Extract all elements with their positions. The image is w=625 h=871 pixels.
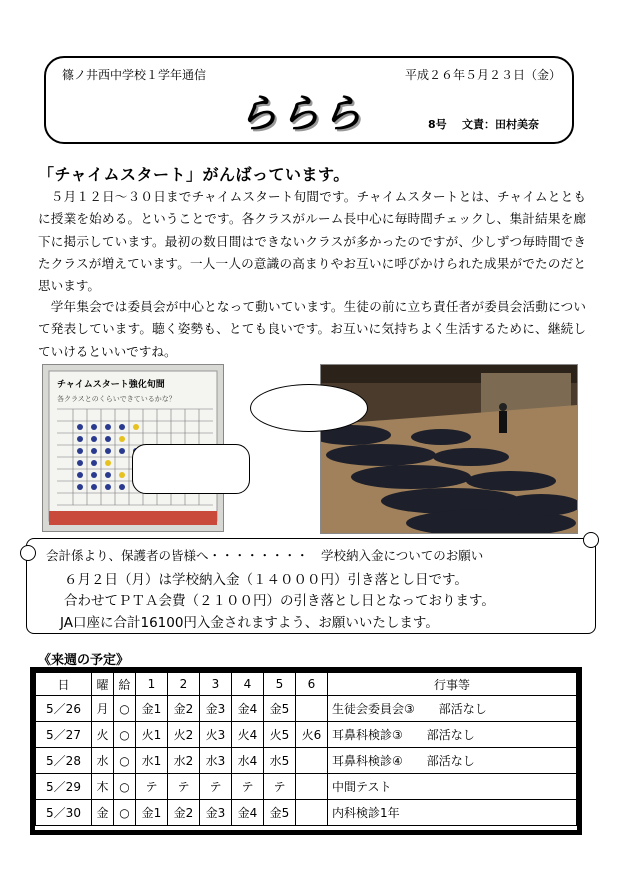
scroll-curl-icon bbox=[583, 532, 599, 548]
period-cell: 金3 bbox=[200, 800, 232, 826]
schedule-table bbox=[30, 667, 582, 835]
newsletter-title: ららら bbox=[238, 91, 364, 137]
weekday-cell: 火 bbox=[92, 722, 114, 748]
column-header: 曜 bbox=[92, 673, 114, 696]
period-cell: テ bbox=[168, 774, 200, 800]
period-cell: 火6 bbox=[296, 722, 328, 748]
period-cell: 火1 bbox=[136, 722, 168, 748]
period-cell bbox=[296, 800, 328, 826]
lunch-cell: ○ bbox=[114, 696, 136, 722]
event-primary: 中間テスト bbox=[332, 780, 392, 794]
period-cell bbox=[296, 774, 328, 800]
event-secondary: 部活なし bbox=[426, 754, 475, 768]
period-cell bbox=[296, 748, 328, 774]
table-row bbox=[36, 696, 577, 722]
article-paragraph: 学年集会では委員会が中心となって動いています。生徒の前に立ち責任者が委員会活動について発表しています。聴く姿勢も、とても良いです。お互いに気持ちよく生活するために、継続していけるといいですね。 bbox=[38, 299, 586, 359]
date-cell: 5／30 bbox=[36, 800, 92, 826]
notice-title: 会計係より、保護者の皆様へ・・・・・・・・ 学校納入金についてのお願い bbox=[46, 548, 484, 563]
issue-date: 平成２６年５月２３日（金） bbox=[405, 68, 562, 82]
column-header: 4 bbox=[232, 673, 264, 696]
poster-title: チャイムスタート強化旬間 bbox=[57, 380, 165, 390]
speech-bubble bbox=[132, 444, 250, 494]
period-cell: 金4 bbox=[232, 696, 264, 722]
scroll-curl-icon bbox=[20, 545, 36, 561]
table-row bbox=[36, 774, 577, 800]
event-primary: 耳鼻科検診④ bbox=[332, 754, 403, 768]
period-cell: 火2 bbox=[168, 722, 200, 748]
column-header: 6 bbox=[296, 673, 328, 696]
speech-bubble bbox=[250, 384, 368, 432]
period-cell: テ bbox=[200, 774, 232, 800]
lunch-cell: ○ bbox=[114, 800, 136, 826]
events-cell bbox=[328, 696, 577, 722]
events-cell bbox=[328, 748, 577, 774]
article-headline: 「チャイムスタート」がんばっています。 bbox=[38, 165, 350, 184]
period-cell: 火3 bbox=[200, 722, 232, 748]
event-secondary: 部活なし bbox=[426, 728, 475, 742]
period-cell: テ bbox=[264, 774, 296, 800]
period-cell: 水1 bbox=[136, 748, 168, 774]
lunch-cell: ○ bbox=[114, 748, 136, 774]
events-cell bbox=[328, 800, 577, 826]
school-name: 篠ノ井西中学校１学年通信 bbox=[62, 68, 207, 82]
date-cell: 5／29 bbox=[36, 774, 92, 800]
column-header: 給 bbox=[114, 673, 136, 696]
period-cell: テ bbox=[136, 774, 168, 800]
period-cell: 金1 bbox=[136, 696, 168, 722]
period-cell: 金2 bbox=[168, 696, 200, 722]
weekday-cell: 月 bbox=[92, 696, 114, 722]
column-header: 3 bbox=[200, 673, 232, 696]
date-cell: 5／27 bbox=[36, 722, 92, 748]
event-secondary: 部活なし bbox=[438, 702, 487, 716]
period-cell: 金5 bbox=[264, 800, 296, 826]
column-header: 行事等 bbox=[328, 673, 577, 696]
schedule-title: 《来週の予定》 bbox=[38, 653, 130, 668]
event-primary: 内科検診1年 bbox=[332, 806, 400, 820]
assembly-photo bbox=[320, 364, 578, 534]
column-header: 日 bbox=[36, 673, 92, 696]
period-cell: 金3 bbox=[200, 696, 232, 722]
column-header: 1 bbox=[136, 673, 168, 696]
weekday-cell: 水 bbox=[92, 748, 114, 774]
period-cell bbox=[296, 696, 328, 722]
author: 文責：田村美奈 bbox=[462, 118, 539, 131]
period-cell: 金2 bbox=[168, 800, 200, 826]
table-row bbox=[36, 800, 577, 826]
period-cell: 水3 bbox=[200, 748, 232, 774]
notice-line: 合わせてＰＴＡ会費（２１００円）の引き落とし日となっております。 bbox=[64, 593, 495, 609]
period-cell: 水4 bbox=[232, 748, 264, 774]
period-cell: 金1 bbox=[136, 800, 168, 826]
period-cell: 水5 bbox=[264, 748, 296, 774]
issue-number: 8号 bbox=[428, 118, 447, 131]
weekday-cell: 木 bbox=[92, 774, 114, 800]
lunch-cell: ○ bbox=[114, 722, 136, 748]
poster-subtitle: 各クラスとのくらいできているかな？ bbox=[57, 395, 176, 403]
weekday-cell: 金 bbox=[92, 800, 114, 826]
event-primary: 生徒会委員会③ bbox=[332, 702, 415, 716]
table-row bbox=[36, 722, 577, 748]
date-cell: 5／26 bbox=[36, 696, 92, 722]
date-cell: 5／28 bbox=[36, 748, 92, 774]
events-cell bbox=[328, 722, 577, 748]
events-cell bbox=[328, 774, 577, 800]
notice-line: JA口座に合計16100円入金されますよう、お願いいたします。 bbox=[60, 615, 439, 631]
period-cell: 火4 bbox=[232, 722, 264, 748]
column-header: 2 bbox=[168, 673, 200, 696]
article-paragraph: ５月１２日～３０日までチャイムスタート旬間です。チャイムスタートとは、チャイムとともに授業を始める。ということです。各クラスがルーム長中心に毎時間チェックし、集計結果を廊下に掲示しています。最初の数日間はできないクラスが多かったのですが、少しずつ毎時間できたクラスが増えています。一人一人の意識の高まりやお互いに呼びかけられた成果がでたのだと思います。 bbox=[38, 189, 586, 294]
period-cell: 金4 bbox=[232, 800, 264, 826]
period-cell: 火5 bbox=[264, 722, 296, 748]
event-primary: 耳鼻科検診③ bbox=[332, 728, 403, 742]
lunch-cell: ○ bbox=[114, 774, 136, 800]
table-row bbox=[36, 748, 577, 774]
period-cell: 金5 bbox=[264, 696, 296, 722]
period-cell: テ bbox=[232, 774, 264, 800]
period-cell: 水2 bbox=[168, 748, 200, 774]
notice-line: ６月２日（月）は学校納入金（１４０００円）引き落とし日です。 bbox=[64, 572, 468, 588]
column-header: 5 bbox=[264, 673, 296, 696]
table-header-row bbox=[36, 673, 577, 696]
